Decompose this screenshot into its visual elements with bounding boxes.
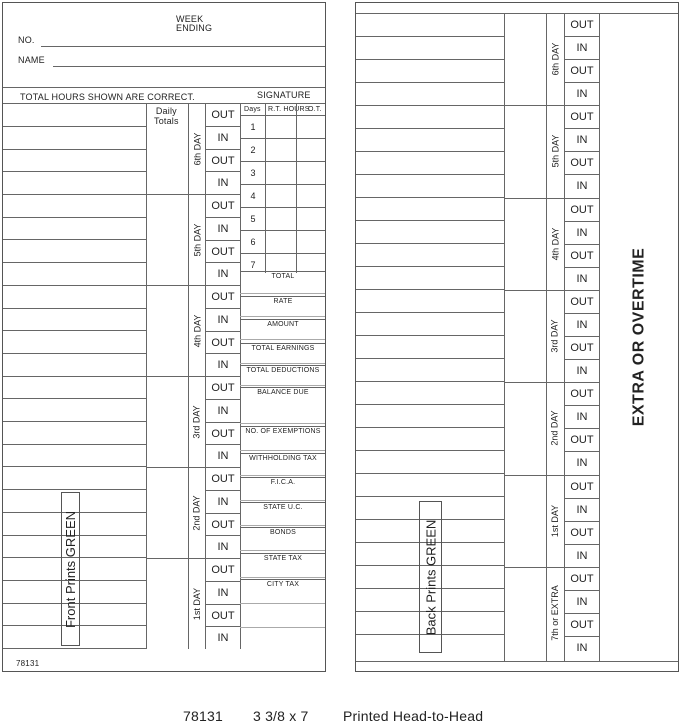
front-time-slot: IN	[217, 495, 229, 508]
front-time-slot: IN	[217, 176, 229, 189]
no-label: NO.	[18, 35, 35, 45]
front-time-slot: IN	[217, 267, 229, 280]
summary-item-label: RATE	[273, 298, 293, 305]
signature-label: SIGNATURE	[257, 90, 311, 100]
summary-item-label: STATE TAX	[263, 555, 303, 562]
back-time-slot: IN	[576, 179, 588, 192]
card-number: 78131	[16, 659, 40, 668]
back-time-slot: OUT	[570, 387, 594, 400]
back-time-slot: OUT	[570, 433, 594, 446]
back-time-slot: OUT	[570, 480, 594, 493]
front-time-slot: OUT	[211, 609, 235, 622]
back-time-slot: IN	[576, 133, 588, 146]
back-day-label: 6th DAY	[550, 42, 561, 76]
summary-days-header: Days	[244, 106, 261, 113]
summary-day-number: 5	[250, 213, 256, 224]
summary-item-label: NO. OF EXEMPTIONS	[245, 428, 321, 435]
front-card	[2, 2, 326, 672]
front-time-slot: IN	[217, 131, 229, 144]
front-time-slot: OUT	[211, 108, 235, 121]
summary-item-label: STATE U.C.	[263, 504, 303, 511]
front-day-label: 5th DAY	[192, 223, 203, 256]
front-time-slot: OUT	[211, 563, 235, 576]
back-time-slot: IN	[576, 41, 588, 54]
back-time-slot: OUT	[570, 18, 594, 31]
back-time-slot: OUT	[570, 572, 594, 585]
summary-item-label: TOTAL	[271, 273, 295, 280]
front-time-slot: IN	[217, 358, 229, 371]
name-label: NAME	[18, 55, 45, 65]
extra-or-overtime-label: EXTRA OR OVERTIME	[630, 247, 648, 427]
summary-item-label: AMOUNT	[267, 321, 299, 328]
daily-totals-label: Daily Totals	[154, 106, 179, 126]
front-time-slot: IN	[217, 222, 229, 235]
week-ending-label: WEEK ENDING	[176, 14, 213, 33]
back-time-slot: OUT	[570, 64, 594, 77]
front-time-slot: IN	[217, 540, 229, 553]
front-prints-green: Front Prints GREEN	[61, 492, 80, 646]
back-time-slot: OUT	[570, 249, 594, 262]
front-day-label: 4th DAY	[192, 314, 203, 347]
summary-day-number: 7	[250, 259, 256, 270]
back-time-slot: IN	[576, 226, 588, 239]
back-time-slot: IN	[576, 641, 588, 654]
back-prints-green: Back Prints GREEN	[419, 501, 442, 653]
back-time-slot: IN	[576, 503, 588, 516]
back-time-slot: IN	[576, 87, 588, 100]
back-card	[355, 2, 679, 672]
front-time-slot: OUT	[211, 290, 235, 303]
front-day-label: 2nd DAY	[192, 494, 203, 531]
footer-printed: Printed Head-to-Head	[343, 708, 484, 724]
back-time-slot: IN	[576, 318, 588, 331]
front-time-slot: OUT	[211, 381, 235, 394]
front-day-label: 1st DAY	[192, 587, 202, 620]
back-time-slot: IN	[576, 456, 588, 469]
front-day-label: 3rd DAY	[192, 404, 203, 439]
summary-item-label: F.I.C.A.	[270, 479, 296, 486]
front-time-slot: IN	[217, 449, 229, 462]
back-time-slot: OUT	[570, 526, 594, 539]
front-time-slot: OUT	[211, 336, 235, 349]
summary-rt-hours-header: R.T. HOURS	[268, 106, 310, 113]
front-time-slot: OUT	[211, 427, 235, 440]
summary-item-label: TOTAL DEDUCTIONS	[246, 367, 320, 374]
summary-item-label: CITY TAX	[266, 581, 300, 588]
summary-day-number: 2	[250, 144, 256, 155]
front-time-slot: IN	[217, 404, 229, 417]
back-day-label: 7th or EXTRA	[550, 585, 560, 641]
back-day-label: 4th DAY	[550, 227, 561, 261]
summary-day-number: 1	[250, 121, 256, 132]
front-time-slot: OUT	[211, 154, 235, 167]
summary-item-label: WITHHOLDING TAX	[249, 455, 317, 462]
total-hours-label: TOTAL HOURS SHOWN ARE CORRECT.	[20, 92, 195, 102]
summary-day-number: 4	[250, 190, 256, 201]
front-time-slot: IN	[217, 586, 229, 599]
back-time-slot: IN	[576, 595, 588, 608]
back-time-slot: OUT	[570, 203, 594, 216]
front-time-slot: IN	[217, 631, 229, 644]
front-time-slot: OUT	[211, 245, 235, 258]
back-time-slot: OUT	[570, 618, 594, 631]
back-time-slot: IN	[576, 364, 588, 377]
back-time-slot: OUT	[570, 156, 594, 169]
back-day-label: 3rd DAY	[550, 319, 561, 353]
front-time-slot: IN	[217, 313, 229, 326]
back-day-label: 5th DAY	[550, 134, 561, 168]
front-time-slot: OUT	[211, 518, 235, 531]
summary-day-number: 6	[250, 236, 256, 247]
back-day-label: 2nd DAY	[550, 410, 561, 446]
back-time-slot: IN	[576, 272, 588, 285]
front-day-label: 6th DAY	[192, 132, 203, 165]
back-time-slot: OUT	[570, 295, 594, 308]
summary-item-label: BALANCE DUE	[257, 389, 309, 396]
front-time-slot: OUT	[211, 472, 235, 485]
summary-item-label: TOTAL EARNINGS	[251, 345, 315, 352]
back-time-slot: IN	[576, 410, 588, 423]
front-time-slot: OUT	[211, 199, 235, 212]
summary-day-number: 3	[250, 167, 256, 178]
footer-size: 3 3/8 x 7	[253, 708, 309, 724]
back-time-slot: IN	[576, 549, 588, 562]
summary-item-label: BONDS	[270, 529, 296, 536]
back-day-label: 1st DAY	[550, 504, 560, 538]
back-time-slot: OUT	[570, 341, 594, 354]
back-time-slot: OUT	[570, 110, 594, 123]
footer-product-number: 78131	[183, 708, 223, 724]
summary-ot-header: O.T.	[308, 106, 322, 113]
